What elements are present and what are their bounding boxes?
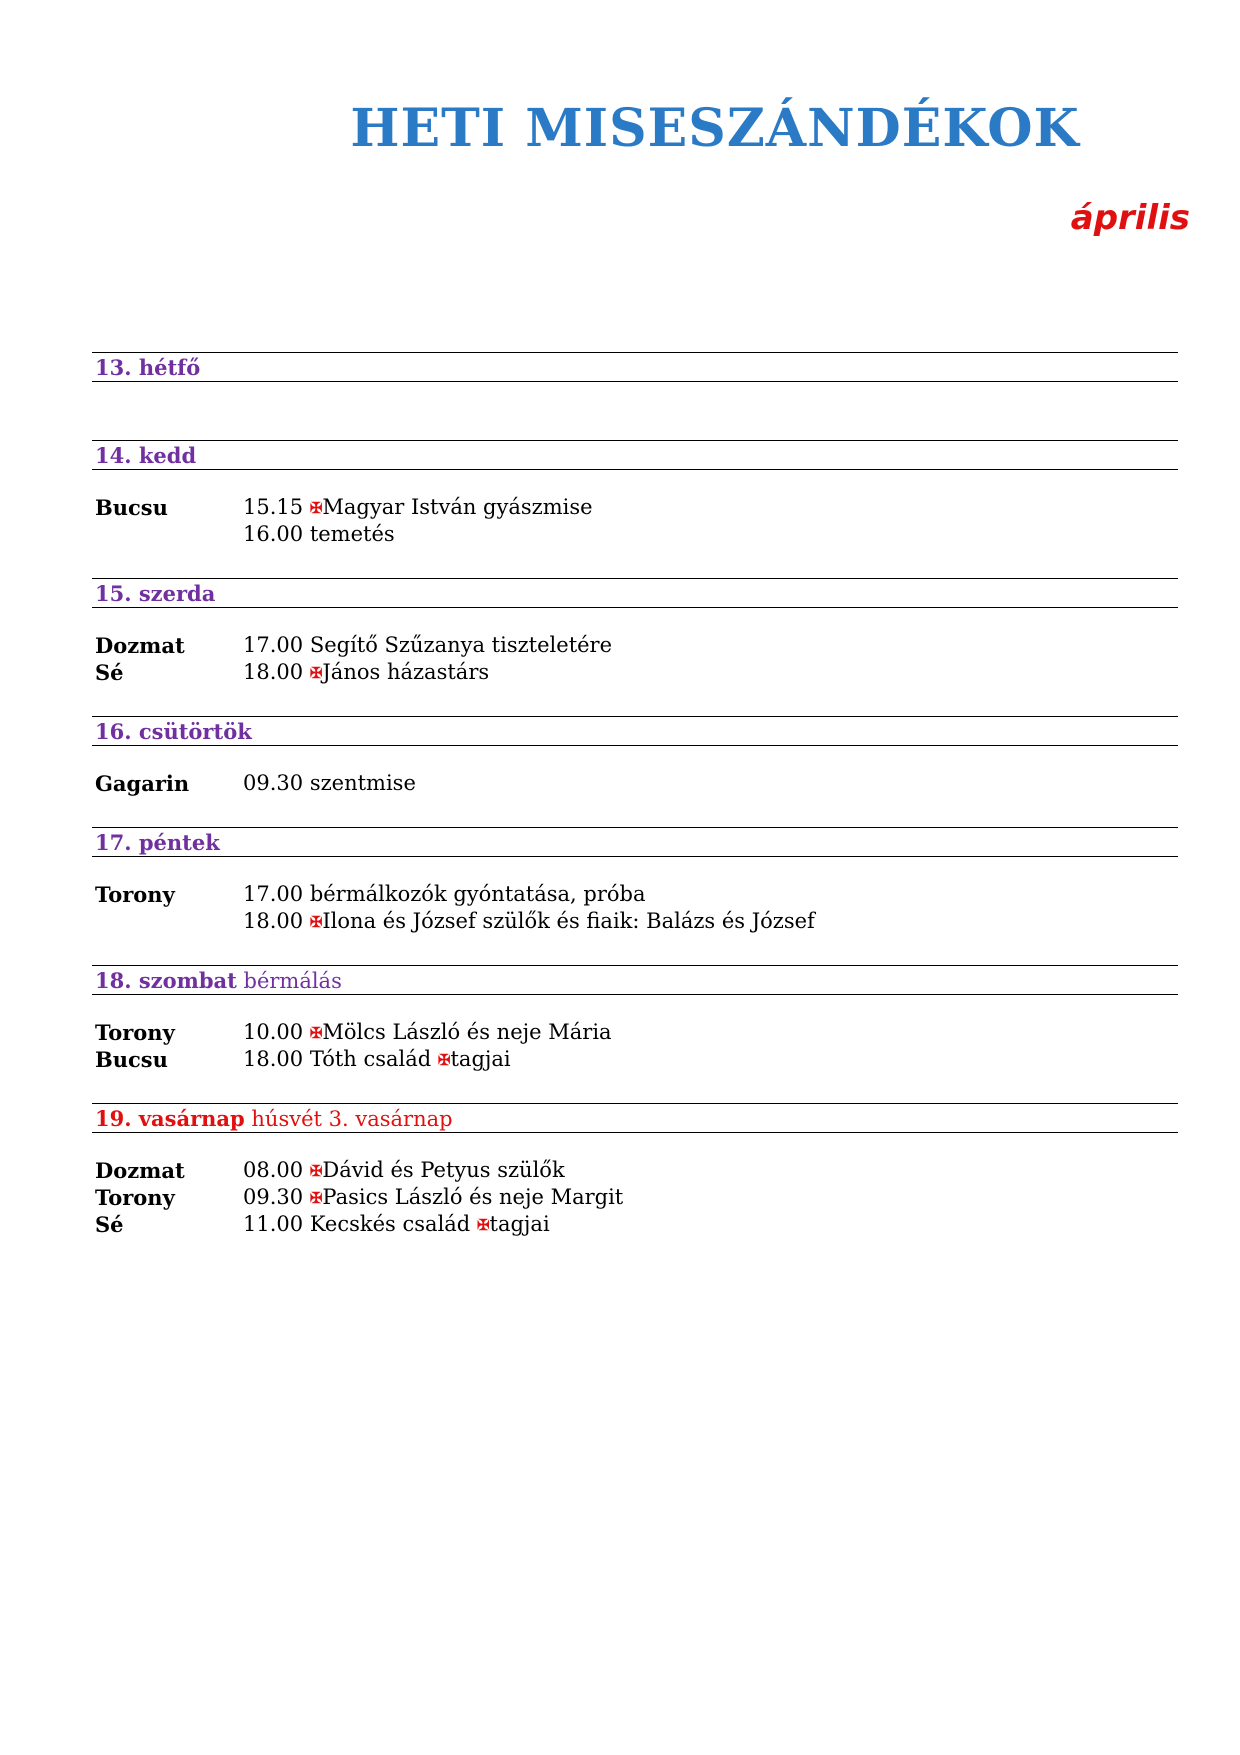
church-location [92,521,243,548]
mass-time: 18.00 [243,660,304,684]
mass-intention-row [92,1046,1178,1073]
mass-time: 17.00 [243,882,304,906]
mass-intention-row [92,1184,1178,1211]
page-title: HETI MISESZÁNDÉKOK [350,98,1080,159]
intention-description: Segítő Szűzanya tiszteletére [309,633,613,657]
mass-intention-row [92,659,1178,686]
day-note: bérmálás [243,969,342,993]
intention-text [243,659,489,686]
maltese-cross-icon: ✠ [309,1189,323,1207]
day-name: 13. hétfő [95,355,201,380]
intention-description: Magyar István gyászmise [322,495,593,519]
mass-intention-row [92,770,1178,797]
church-location: Dozmat [95,633,185,658]
day-section [92,716,1178,827]
day-header [92,440,1178,470]
church-location: Torony [95,1020,175,1045]
intention-text [243,1046,511,1073]
church-location: Torony [95,882,175,907]
day-name: 18. szombat [95,968,237,993]
day-name: 16. csütörtök [95,719,252,744]
intention-text [243,494,593,521]
day-name: 17. péntek [95,830,220,855]
day-section [92,965,1178,1103]
intention-description: Pasics László és neje Margit [322,1185,624,1209]
intention-text [243,1157,565,1184]
day-name: 14. kedd [95,443,197,468]
intention-description: Kecskés család [309,1212,471,1236]
day-header [92,965,1178,995]
mass-time: 08.00 [243,1158,304,1182]
day-section [92,352,1178,440]
church-location: Bucsu [95,495,168,520]
maltese-cross-icon: ✠ [309,664,323,682]
mass-time: 09.30 [243,771,304,795]
day-header [92,352,1178,382]
mass-intention-row [92,1157,1178,1184]
mass-intention-row [92,521,1178,548]
intention-description: Tóth család [309,1047,432,1071]
mass-intention-list [92,608,1178,716]
month-label: április [1070,198,1190,238]
day-header [92,578,1178,608]
intention-description: bérmálkozók gyóntatása, próba [309,882,646,906]
mass-intention-list [92,746,1178,827]
intention-description: tagjai [489,1212,550,1236]
intention-description: Ilona és József szülők és fiaik: Balázs és József [322,909,815,933]
church-location: Bucsu [95,1047,168,1072]
mass-time: 18.00 [243,909,304,933]
intention-text [243,632,612,659]
intention-description: tagjai [450,1047,511,1071]
mass-time: 17.00 [243,633,304,657]
intention-text [243,1019,612,1046]
maltese-cross-icon: ✠ [309,1024,323,1042]
intention-text [243,908,815,935]
intention-description: szentmise [309,771,416,795]
intention-text [243,1184,623,1211]
maltese-cross-icon: ✠ [476,1216,490,1234]
mass-intention-row [92,881,1178,908]
day-name: 19. vasárnap [95,1106,245,1131]
church-location: Torony [95,1185,175,1210]
mass-intention-row [92,494,1178,521]
maltese-cross-icon: ✠ [437,1051,451,1069]
mass-intention-row [92,1019,1178,1046]
day-section [92,1103,1178,1268]
mass-intention-list [92,470,1178,578]
mass-time: 10.00 [243,1020,304,1044]
mass-time: 16.00 [243,522,304,546]
mass-time: 11.00 [243,1212,304,1236]
intention-description: Dávid és Petyus szülők [322,1158,565,1182]
day-section [92,578,1178,716]
intention-description: János házastárs [322,660,490,684]
intention-text [243,881,645,908]
church-location [92,908,243,935]
mass-intention-list [92,382,1178,440]
day-header [92,827,1178,857]
maltese-cross-icon: ✠ [309,499,323,517]
mass-intention-row [92,1211,1178,1238]
mass-intention-list [92,1133,1178,1268]
church-location: Gagarin [95,771,190,796]
church-location: Dozmat [95,1158,185,1183]
weekly-schedule [92,352,1178,1268]
day-header [92,716,1178,746]
mass-intention-row [92,632,1178,659]
mass-time: 18.00 [243,1047,304,1071]
mass-time: 09.30 [243,1185,304,1209]
intention-description: temetés [309,522,395,546]
day-section [92,827,1178,965]
day-name: 15. szerda [95,581,216,606]
day-note: húsvét 3. vasárnap [251,1107,453,1131]
intention-text [243,1211,550,1238]
day-header [92,1103,1178,1133]
intention-description: Mölcs László és neje Mária [322,1020,612,1044]
mass-intention-list [92,857,1178,965]
day-section [92,440,1178,578]
church-location: Sé [95,660,124,685]
mass-time: 15.15 [243,495,304,519]
intention-text [243,521,395,548]
church-location: Sé [95,1212,124,1237]
maltese-cross-icon: ✠ [309,913,323,931]
mass-intention-list [92,995,1178,1103]
mass-intention-row [92,908,1178,935]
maltese-cross-icon: ✠ [309,1162,323,1180]
intention-text [243,770,416,797]
